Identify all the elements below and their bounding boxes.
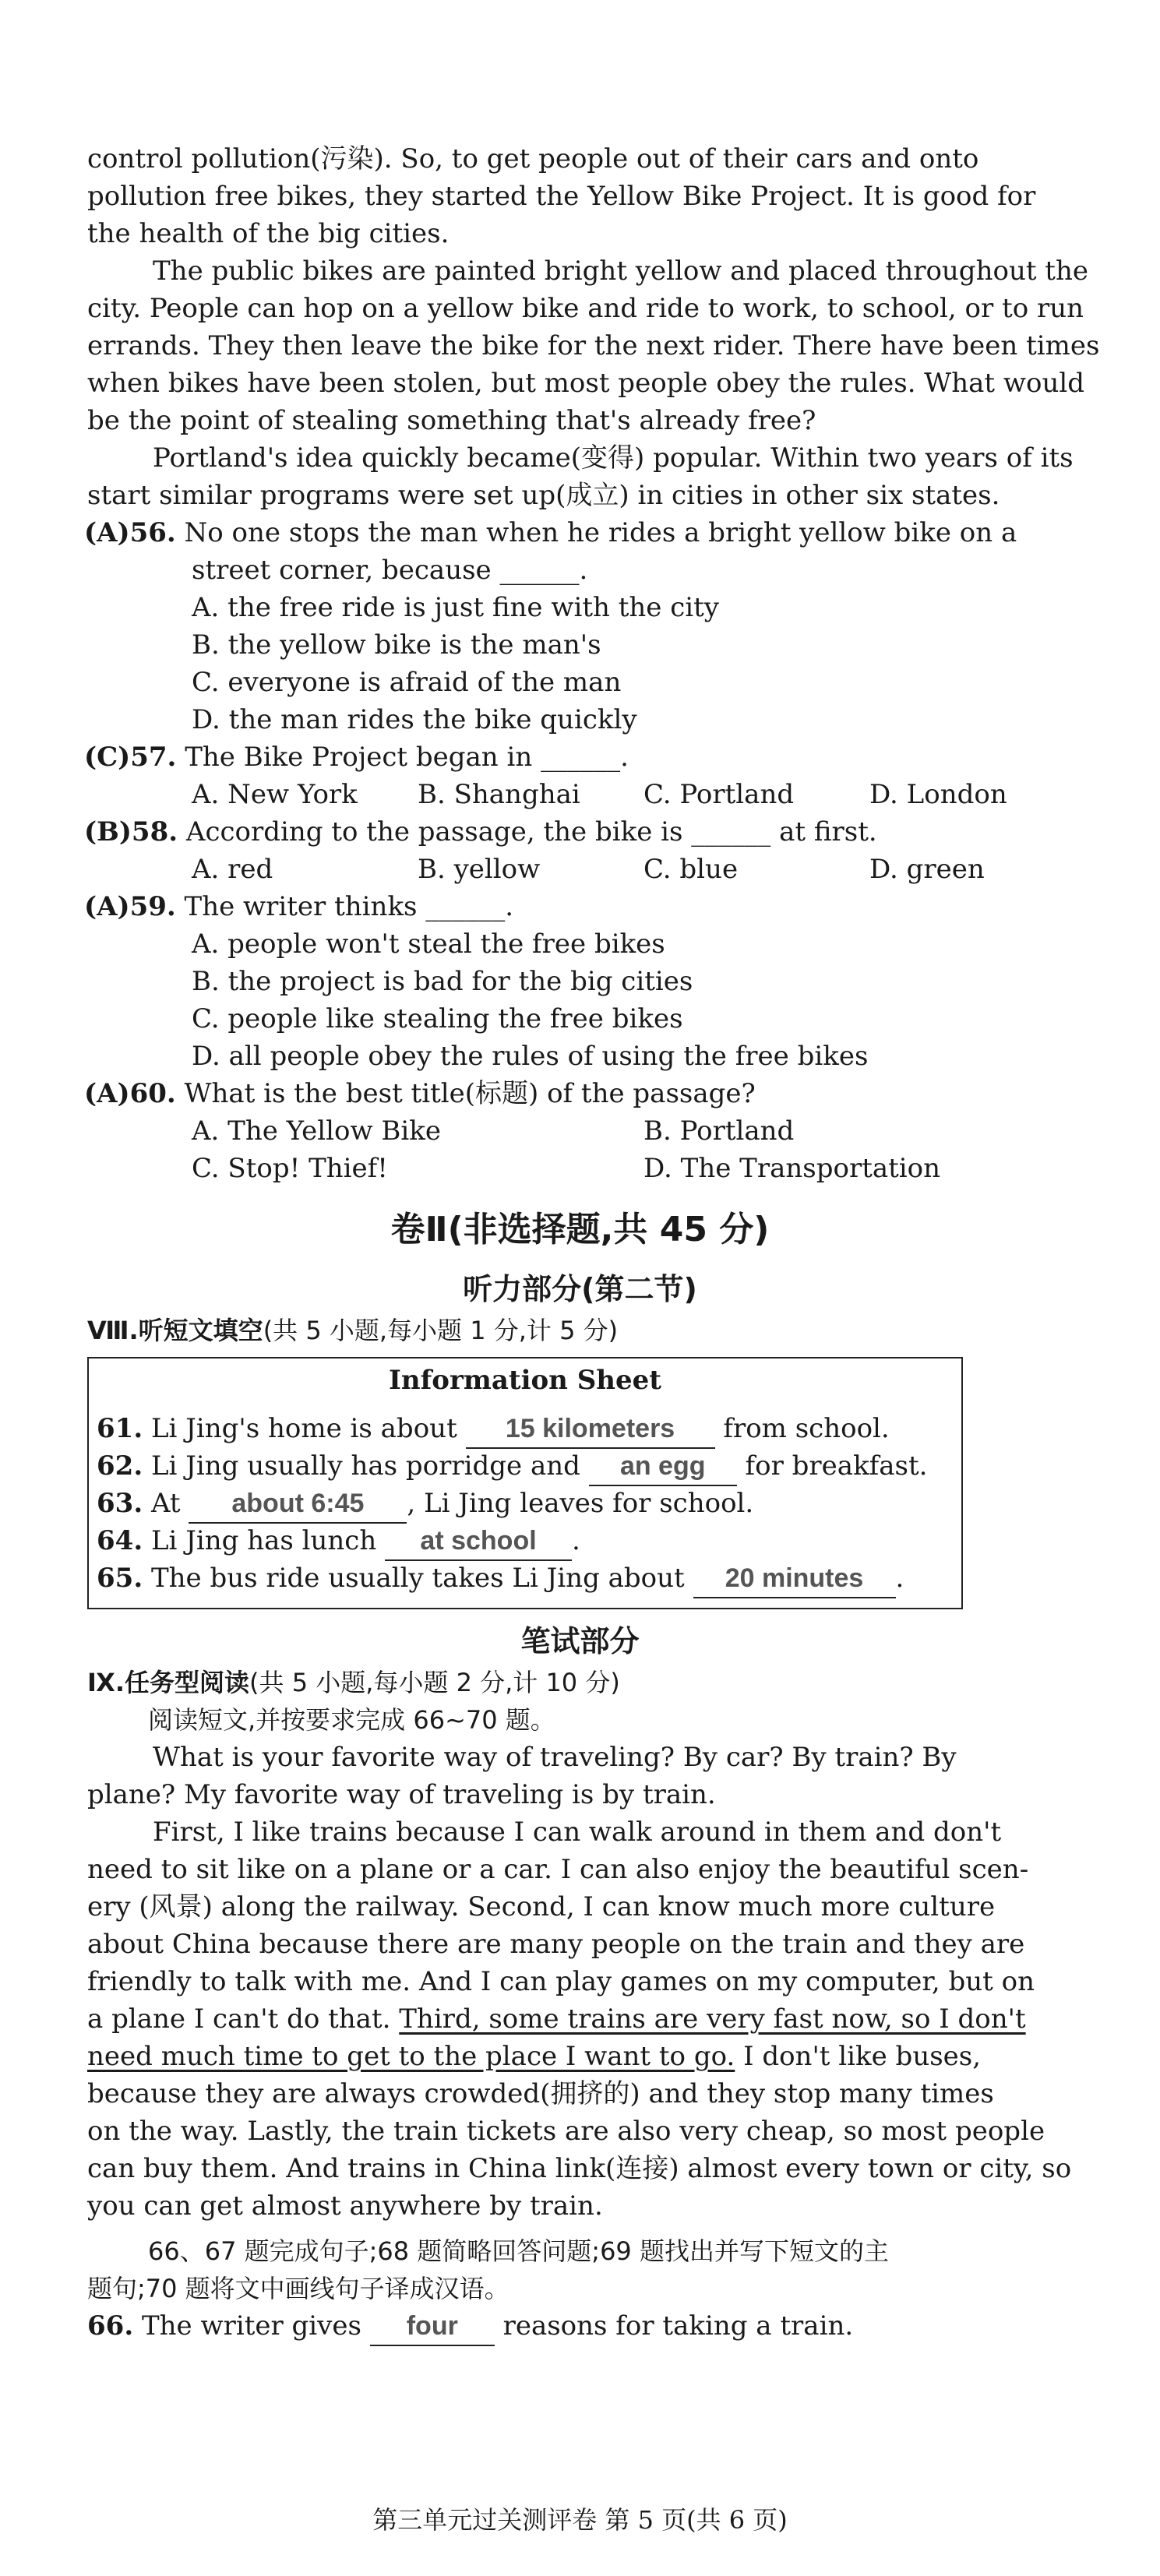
part2-title: 卷Ⅱ(非选择题,共 45 分) (390, 1210, 770, 1249)
passage2-line: ery (风景) along the railway. Second, I can know much more culture (87, 1891, 996, 1922)
page-footer: 第三单元过关测评卷 第 5 页(共 6 页) (372, 2505, 788, 2535)
passage2-line: because they are always crowded(拥挤的) and they stop many times (87, 2078, 994, 2109)
passage2-line: friendly to talk with me. And I can play games on my computer, but on (87, 1966, 1035, 1997)
passage2-line: you can get almost anywhere by train. (87, 2190, 603, 2222)
answer-fill: an egg (589, 1447, 737, 1486)
answer-fill: four (370, 2307, 495, 2346)
passage2-line: on the way. Lastly, the train tickets are also very cheap, so most people (87, 2116, 1045, 2147)
question-text: What is the best title(标题) of the passage? (184, 1078, 756, 1109)
passage2-text: a plane I can't do that. (87, 2003, 391, 2035)
option: D. green (869, 854, 985, 885)
question-number: 57. (130, 742, 177, 773)
passage2-line: about China because there are many people on the train and they are (87, 1929, 1025, 1960)
passage2-line (87, 2038, 981, 2075)
question-text: The Bike Project began in ______. (185, 742, 629, 773)
question-text: The writer thinks ______. (184, 891, 514, 922)
option: C. blue (643, 854, 739, 885)
passage1-line: control pollution(污染). So, to get people out of their cars and onto (87, 143, 979, 174)
passage1-line: start similar programs were set up(成立) in cities in other six states. (87, 480, 1000, 511)
info-row-63 (97, 1485, 753, 1524)
passage1-line: city. People can hop on a yellow bike and ride to work, to school, or to run (87, 293, 1084, 324)
option: C. people like stealing the free bikes (192, 1003, 683, 1034)
passage2-text: I don't like buses, (735, 2041, 982, 2072)
passage2-line: can buy them. And trains in China link(连接) almost every town or city, so (87, 2153, 1072, 2184)
option: A. the free ride is just fine with the city (192, 592, 719, 623)
row-text: Li Jing has lunch (150, 1525, 377, 1556)
question-text: The writer gives (141, 2310, 361, 2342)
question-56 (84, 514, 1017, 551)
info-row-61 (97, 1410, 890, 1449)
passage2-line: need to sit like on a plane or a car. I can also enjoy the beautiful scen- (87, 1854, 1029, 1885)
option: D. London (869, 779, 1007, 810)
option: C. Stop! Thief! (192, 1153, 388, 1184)
option: C. Portland (643, 779, 795, 810)
option: A. red (192, 854, 273, 885)
question-number: 61. (97, 1413, 143, 1444)
passage1-line: The public bikes are painted bright yellow and placed throughout the (153, 255, 1088, 287)
option: C. everyone is afraid of the man (192, 667, 622, 698)
answer-mark: (B) (84, 816, 132, 848)
answer-mark: (C) (84, 742, 131, 773)
question-58 (84, 813, 877, 851)
option: A. The Yellow Bike (192, 1115, 441, 1147)
section-detail: (共 5 小题,每小题 2 分,计 10 分) (249, 1668, 620, 1697)
option: B. the project is bad for the big cities (192, 966, 693, 997)
question-59 (84, 888, 513, 925)
passage1-line: pollution free bikes, they started the Yellow Bike Project. It is good for (87, 181, 1036, 212)
answer-mark: (A) (84, 1078, 130, 1109)
row-text: Li Jing usually has porridge and (150, 1450, 580, 1482)
answer-mark: (A) (84, 891, 130, 922)
option: B. yellow (418, 854, 541, 885)
passage1-line: when bikes have been stolen, but most people obey the rules. What would (87, 368, 1084, 399)
row-text: for breakfast. (745, 1450, 928, 1482)
passage1-line: Portland's idea quickly became(变得) popular. Within two years of its (153, 442, 1074, 474)
answer-fill: 20 minutes (693, 1559, 896, 1598)
passage2-line: What is your favorite way of traveling? By car? By train? By (153, 1742, 957, 1773)
passage1-line: errands. They then leave the bike for the next rider. There have been times (87, 330, 1100, 361)
question-66 (87, 2307, 853, 2346)
question-56-cont: street corner, because ______. (192, 555, 588, 586)
answer-fill: 15 kilometers (466, 1410, 715, 1449)
info-row-62 (97, 1447, 927, 1486)
option: A. New York (192, 779, 358, 810)
question-60 (84, 1075, 756, 1112)
question-57 (84, 738, 629, 776)
underlined-sentence: Third, some trains are very fast now, so I don't (399, 2003, 1026, 2035)
info-row-65 (97, 1559, 904, 1598)
passage2-line: plane? My favorite way of traveling is by train. (87, 1779, 716, 1810)
section-number: Ⅷ. (87, 1316, 139, 1345)
question-number: 63. (97, 1488, 143, 1519)
question-number: 60. (129, 1078, 176, 1109)
passage2-line (87, 2000, 1026, 2038)
section-9-heading (87, 1664, 620, 1701)
question-number: 58. (131, 816, 178, 848)
instruction: 阅读短文,并按要求完成 66~70 题。 (148, 1705, 555, 1735)
section-8-heading (87, 1312, 618, 1349)
option: D. The Transportation (643, 1153, 941, 1184)
question-number: 59. (129, 891, 176, 922)
information-sheet (87, 1357, 963, 1609)
row-text: . (572, 1525, 580, 1556)
passage2-line: First, I like trains because I can walk around in them and don't (153, 1817, 1002, 1848)
section-number: Ⅸ. (87, 1668, 125, 1697)
option: D. the man rides the bike quickly (192, 704, 637, 735)
row-text: from school. (723, 1413, 890, 1444)
row-text: The bus ride usually takes Li Jing about (150, 1563, 685, 1594)
option: A. people won't steal the free bikes (192, 929, 665, 960)
written-title: 笔试部分 (520, 1624, 640, 1658)
question-number: 64. (97, 1525, 143, 1556)
answer-fill: about 6:45 (189, 1485, 407, 1524)
option: B. the yellow bike is the man's (192, 629, 601, 661)
question-number: 56. (129, 517, 176, 548)
section-name: 任务型阅读 (125, 1668, 250, 1697)
question-number: 66. (87, 2310, 134, 2342)
answer-fill: at school (385, 1522, 572, 1561)
option: B. Portland (643, 1115, 795, 1147)
question-number: 65. (97, 1563, 143, 1594)
task-note: 题句;70 题将文中画线句子译成汉语。 (87, 2274, 509, 2303)
row-text: , Li Jing leaves for school. (407, 1488, 754, 1519)
question-text: According to the passage, the bike is ______ at first. (185, 816, 877, 848)
question-text: No one stops the man when he rides a bright yellow bike on a (184, 517, 1017, 548)
question-number: 62. (97, 1450, 143, 1482)
passage1-line: the health of the big cities. (87, 218, 450, 249)
info-row-64 (97, 1522, 580, 1561)
row-text: Li Jing's home is about (150, 1413, 457, 1444)
listening-title: 听力部分(第二节) (463, 1272, 697, 1306)
option: D. all people obey the rules of using the free bikes (192, 1041, 869, 1072)
row-text: . (895, 1563, 904, 1594)
passage1-line: be the point of stealing something that's already free? (87, 405, 816, 436)
answer-mark: (A) (84, 517, 130, 548)
task-note: 66、67 题完成句子;68 题简略回答问题;69 题找出并写下短文的主 (148, 2236, 889, 2266)
section-name: 听短文填空 (138, 1316, 263, 1345)
information-sheet-title: Information Sheet (389, 1365, 661, 1396)
row-text: At (150, 1488, 181, 1519)
section-detail: (共 5 小题,每小题 1 分,计 5 分) (263, 1316, 619, 1345)
option: B. Shanghai (418, 779, 580, 810)
question-text: reasons for taking a train. (502, 2310, 854, 2342)
underlined-sentence: need much time to get to the place I want to go. (87, 2041, 735, 2072)
